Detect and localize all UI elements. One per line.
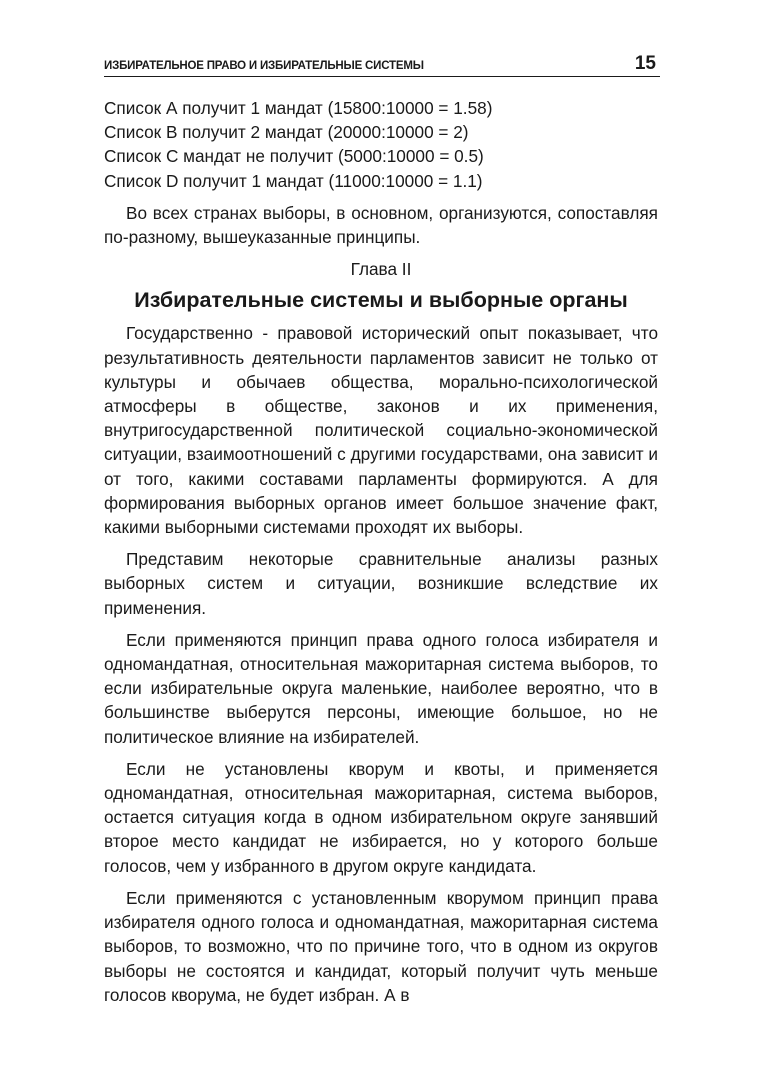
page-content	[104, 96, 658, 1015]
running-title: ИЗБИРАТЕЛЬНОЕ ПРАВО И ИЗБИРАТЕЛЬНЫЕ СИСТЕМЫ	[104, 60, 424, 72]
chapter-title: Избирательные системы и выборные органы	[134, 288, 628, 313]
list-item: Список В получит 2 мандат (20000:10000 = 2)	[104, 122, 469, 143]
body-paragraph: Если применяются с установленным кворумом принцип права избирателя одного голоса и одномандатная, мажоритарная система выборов, то возможно, что по причине того, что в одном из округов выборы не состоятся и кандидат, который получит чуть меньше голосов кворума, не будет избран. А в	[104, 887, 658, 1005]
page-number: 15	[634, 53, 656, 74]
list-item: Список D получит 1 мандат (11000:10000 = 1.1)	[104, 170, 483, 191]
list-item: Список С мандат не получит (5000:10000 = 0.5)	[104, 146, 484, 167]
body-paragraph: Если применяются принцип права одного голоса избирателя и одномандатная, относительная мажоритарная система выборов, то если избирательные округа маленькие, наиболее вероятно, что в большинстве выберутся персоны, имеющие большое, но не политическое влияние на избирателей.	[104, 629, 658, 747]
body-paragraph: Представим некоторые сравнительные анализы разных выборных систем и ситуации, возникшие вследствие их применения.	[104, 549, 658, 618]
mandate-results-list	[104, 96, 658, 193]
list-item: Список А получит 1 мандат (15800:10000 = 1.58)	[104, 98, 493, 118]
chapter-label: Глава II	[350, 259, 412, 280]
body-paragraph: Если не установлены кворум и квоты, и применяется одномандатная, относительная мажоритарная, система выборов, остается ситуация когда в одном избирательном округе занявший второе место кандидат не избирается, но у которого больше голосов, чем у избранного в другом округе кандидата.	[104, 758, 658, 876]
intro-paragraph: Во всех странах выборы, в основном, организуются, сопоставляя по-разному, вышеуказанные принципы.	[104, 202, 658, 248]
running-header	[104, 50, 660, 77]
body-paragraph: Государственно - правовой исторический опыт показывает, что результативность деятельности парламентов зависит не только от культуры и обычаев общества, морально-психологической атмосферы в обществе, законов и их применения, внутригосударственной политической социально-экономической ситуации, взаимоотношений с другими государствами, она зависит и от того, какими составами парламенты формируются. А для формирования выборных органов имеет большое значение факт, какими выборными системами проходят их выборы.	[104, 323, 658, 538]
